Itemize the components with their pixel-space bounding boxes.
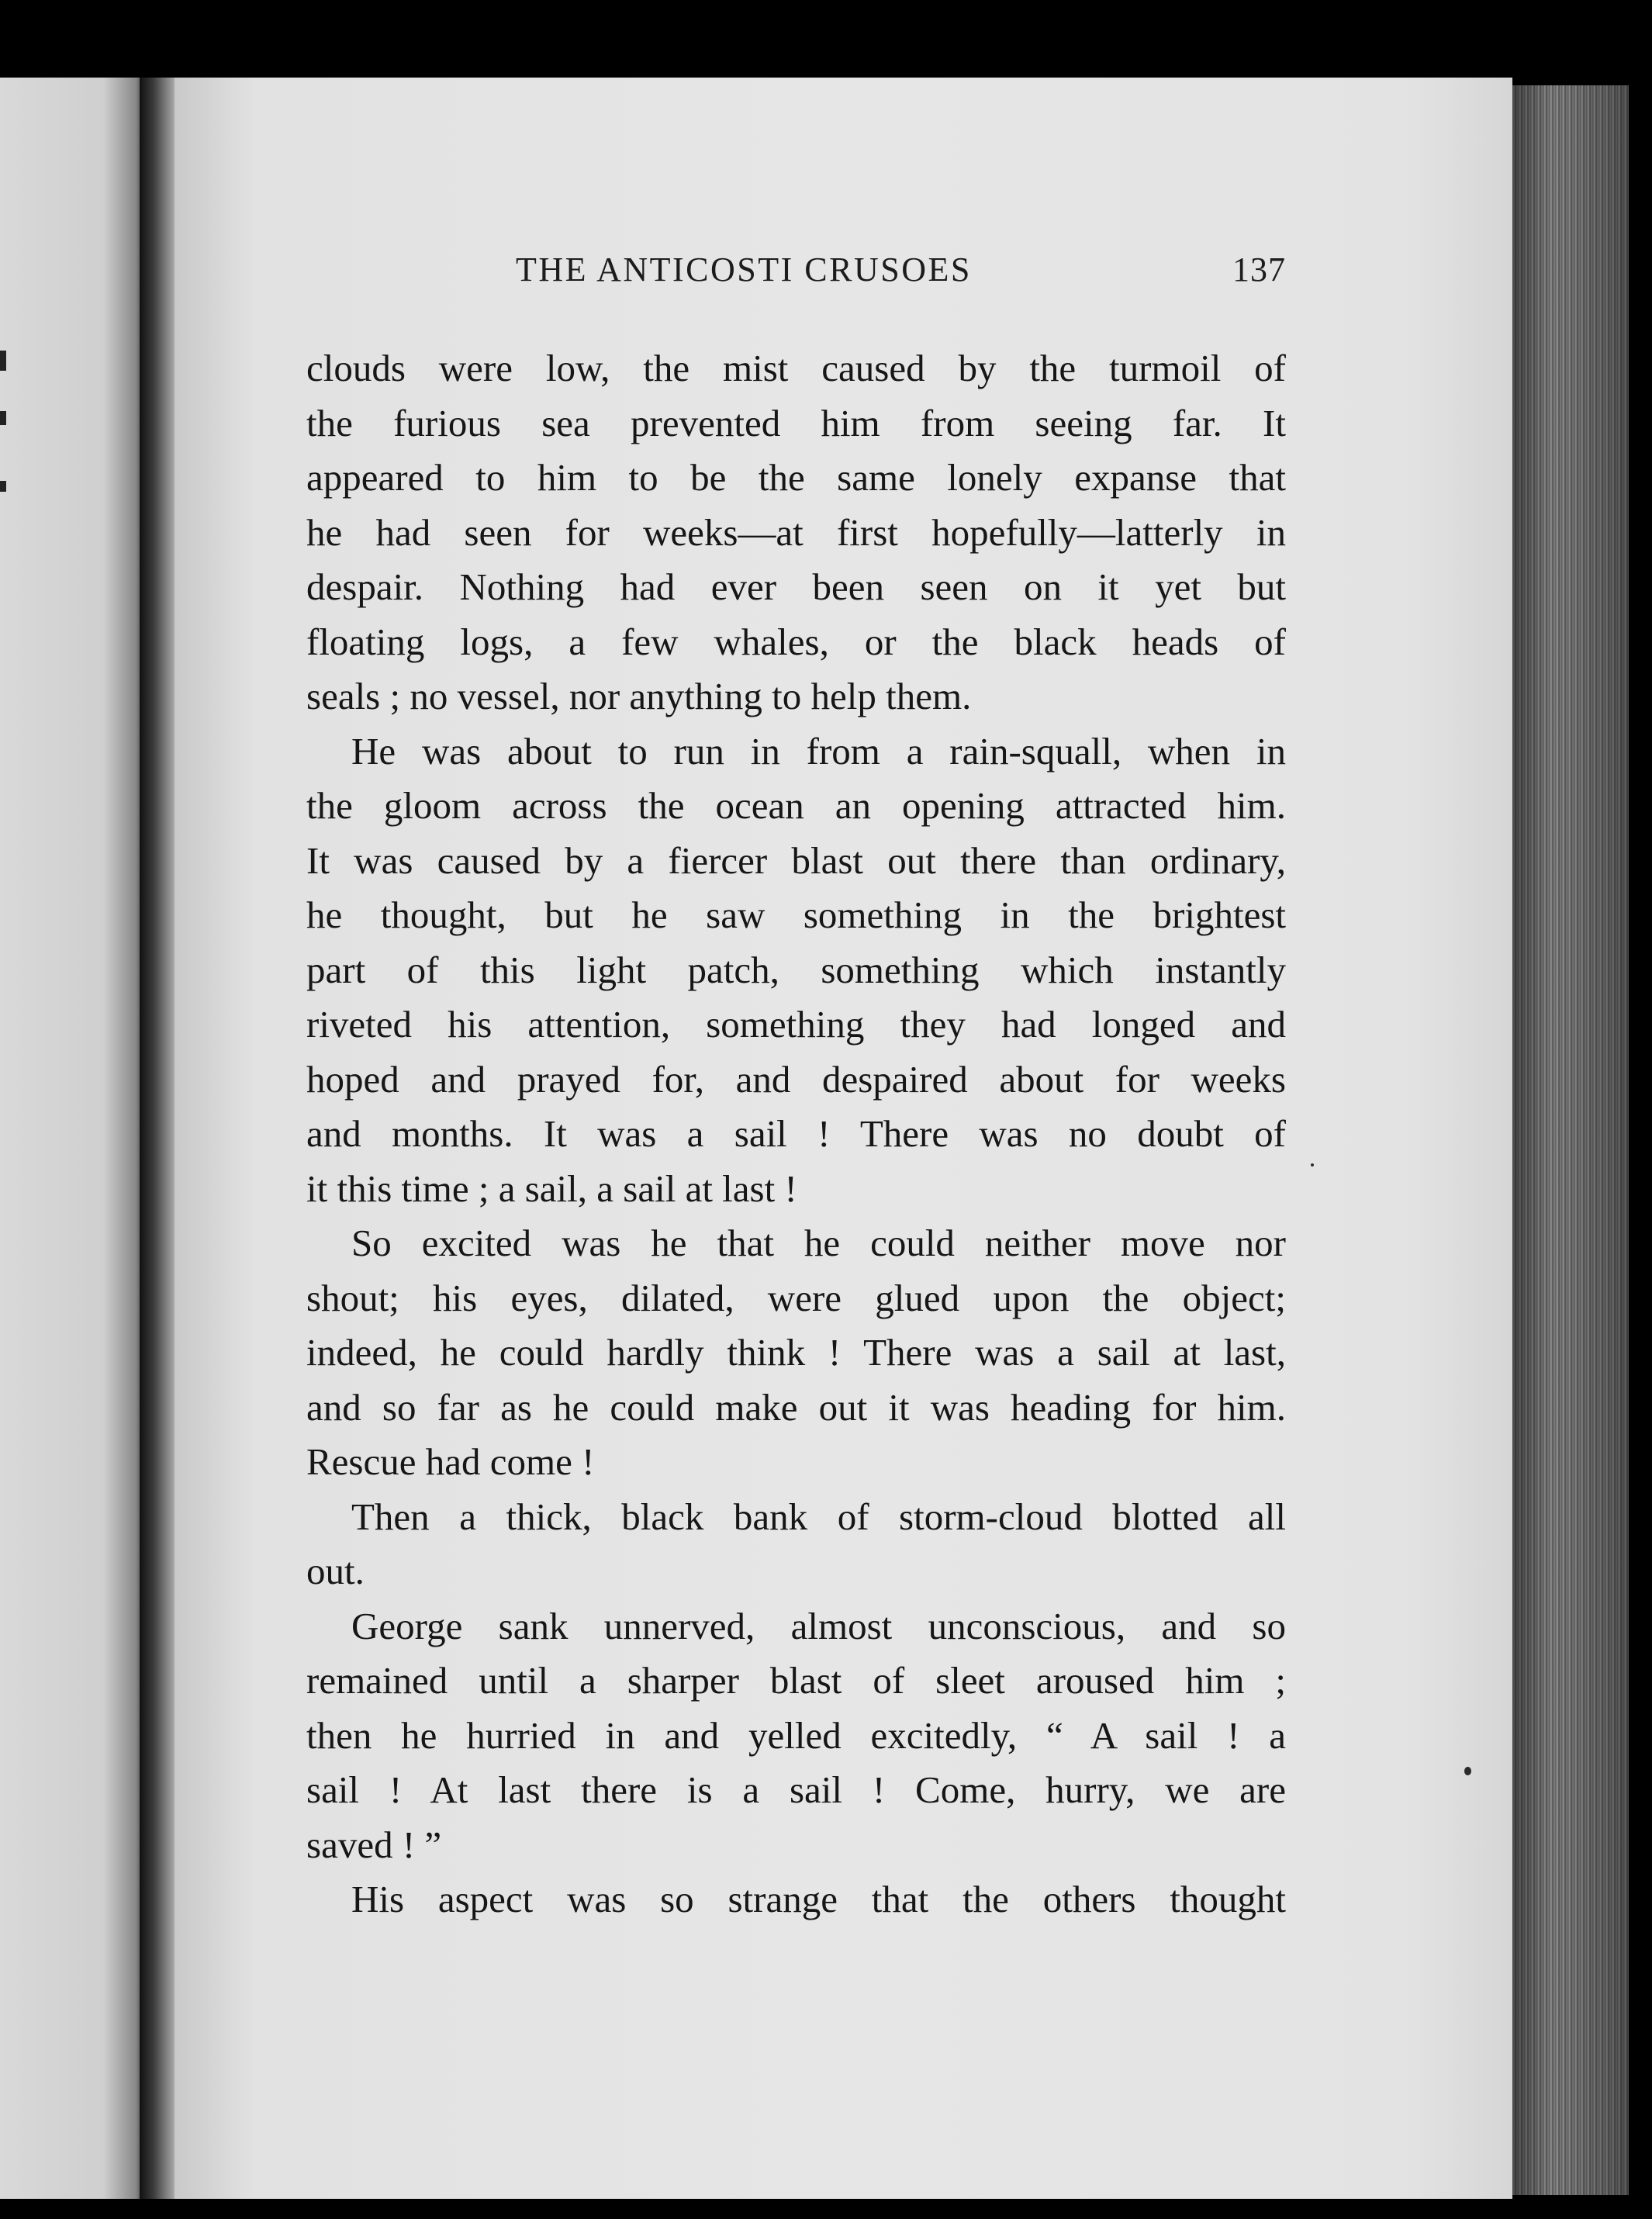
book-gutter bbox=[140, 78, 178, 2199]
text-line: He was about to run in from a rain-squall, when in bbox=[351, 729, 1286, 773]
text-line: it this time ; a sail, a sail at last ! bbox=[306, 1167, 797, 1210]
left-page-mark bbox=[0, 411, 6, 425]
text-line: George sank unnerved, almost unconscious, and so bbox=[351, 1604, 1286, 1647]
text-line: then he hurried in and yelled excitedly, “ A sail ! a bbox=[306, 1713, 1286, 1757]
text-line: So excited was he that he could neither move nor bbox=[351, 1222, 1286, 1264]
text-line: remained until a sharper blast of sleet aroused him ; bbox=[306, 1659, 1286, 1702]
text-line: Then a thick, black bank of storm-cloud blotted all bbox=[351, 1495, 1286, 1538]
text-line: seals ; no vessel, nor anything to help them. bbox=[306, 675, 972, 717]
text-line: appeared to him to be the same lonely expanse that bbox=[306, 456, 1286, 499]
text-line: and months. It was a sail ! There was no doubt of bbox=[306, 1112, 1286, 1155]
text-line: the gloom across the ocean an opening attracted him. bbox=[306, 784, 1286, 827]
left-page-mark bbox=[0, 481, 6, 492]
text-line: shout; his eyes, dilated, were glued upon the object; bbox=[306, 1276, 1286, 1319]
body-text bbox=[306, 341, 1286, 1927]
text-line: floating logs, a few whales, or the black heads of bbox=[306, 620, 1286, 663]
text-line: despair. Nothing had ever been seen on it yet but bbox=[306, 565, 1286, 608]
ink-speck bbox=[1311, 1163, 1314, 1167]
text-line: out. bbox=[306, 1550, 365, 1592]
text-line: hoped and prayed for, and despaired about for weeks bbox=[306, 1057, 1286, 1101]
text-line: and so far as he could make out it was heading for him. bbox=[306, 1385, 1286, 1429]
text-line: saved ! ” bbox=[306, 1823, 442, 1866]
text-line: Rescue had come ! bbox=[306, 1440, 595, 1483]
page-number: 137 bbox=[1232, 251, 1286, 289]
text-line: clouds were low, the mist caused by the turmoil of bbox=[306, 347, 1286, 389]
text-line: he thought, but he saw something in the brightest bbox=[306, 893, 1286, 936]
text-line: It was caused by a fiercer blast out there than ordinary, bbox=[306, 838, 1286, 882]
text-line: sail ! At last there is a sail ! Come, hurry, we are bbox=[306, 1768, 1286, 1811]
page-fore-edge-shadow bbox=[1512, 85, 1629, 2195]
text-line: His aspect was so strange that the others thought bbox=[351, 1878, 1286, 1920]
running-head bbox=[306, 250, 1286, 296]
text-line: part of this light patch, something which instantly bbox=[306, 948, 1286, 991]
ink-speck bbox=[1464, 1767, 1471, 1775]
left-page-mark bbox=[0, 351, 6, 371]
text-line: indeed, he could hardly think ! There was a sail at last, bbox=[306, 1331, 1286, 1374]
running-title: THE ANTICOSTI CRUSOES bbox=[516, 251, 972, 289]
text-line: the furious sea prevented him from seeing far. It bbox=[306, 401, 1286, 444]
text-line: riveted his attention, something they had longed and bbox=[306, 1003, 1286, 1046]
left-page-edge bbox=[0, 78, 147, 2199]
text-line: he had seen for weeks—at first hopefully—latterly in bbox=[306, 510, 1286, 554]
